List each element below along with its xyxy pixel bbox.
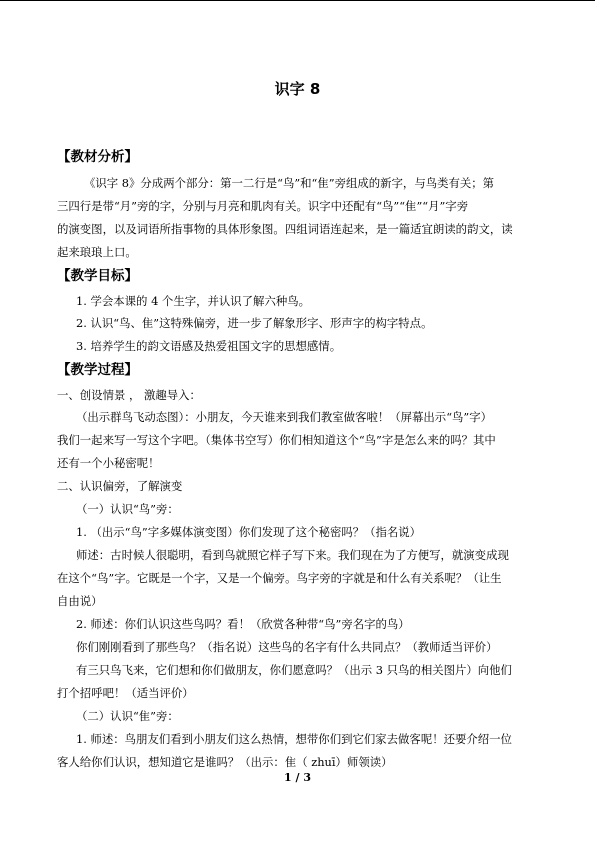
list-item: 3. 培养学生的韵文语感及热爱祖国文字的思想感情。 [76, 339, 342, 353]
paragraph-line: 客人给你们认识，想知道它是谁吗？（出示：隹（ zhuī）师领读） [57, 755, 393, 769]
section-heading-process: 【教学过程】 [57, 362, 138, 378]
paragraph-line: 《识字 8》分成两个部分：第一二行是“鸟”和“隹”旁组成的新字，与鸟类有关；第 [84, 176, 495, 190]
paragraph-line: （出示群鸟飞动态图）：小朋友，今天谁来到我们教室做客啦！（屏幕出示“鸟”字） [76, 410, 493, 424]
section-heading-goals: 【教学目标】 [57, 268, 138, 284]
paragraph-line: 一、创设情景 ， 激趣导入： [57, 388, 201, 402]
section-heading-analysis: 【教材分析】 [57, 149, 138, 165]
paragraph-line: 自由说） [57, 594, 103, 608]
paragraph-line: 还有一个小秘密呢！ [57, 456, 160, 470]
paragraph-line: 1. （出示“鸟”字多媒体演变图）你们发现了这个秘密吗？（指名说） [76, 525, 422, 539]
paragraph-line: （一）认识“鸟”旁： [76, 502, 179, 516]
page-top-rule [0, 0, 595, 1]
paragraph-line: 在这个“鸟”字。它既是一个字，又是一个偏旁。鸟字旁的字就是和什么有关系呢？（让生 [57, 571, 502, 585]
paragraph-line: 打个招呼吧！（适当评价） [57, 686, 194, 700]
paragraph-line: 师述：古时候人很聪明，看到鸟就照它样子写下来。我们现在为了方便写，就演变成现 [76, 548, 509, 562]
paragraph-line: 有三只鸟飞来，它们想和你们做朋友，你们愿意吗？（出示 3 只鸟的相关图片）向他们 [76, 663, 512, 677]
paragraph-line: 二、认识偏旁，了解演变 [57, 479, 183, 493]
paragraph-line: 我们一起来写一写这个字吧。（集体书空写）你们相知道这个“鸟”字是怎么来的吗？其中 [57, 433, 496, 447]
paragraph-line: 2. 师述：你们认识这些鸟吗？看！（欣赏各种带“鸟”旁名字的鸟） [76, 617, 410, 631]
paragraph-line: 1. 师述：鸟朋友们看到小朋友们这么热情，想带你们到它们家去做客呢！还要介绍一位 [76, 732, 512, 746]
paragraph-line: 你们刚刚看到了那些鸟？（指名说）这些鸟的名字有什么共同点？（教师适当评价） [76, 640, 498, 654]
page-title: 识字 8 [274, 80, 321, 98]
paragraph-line: （二）认识“隹”旁： [76, 709, 179, 723]
list-item: 2. 认识“鸟、隹”这特殊偏旁，进一步了解象形字、形声字的构字特点。 [76, 316, 433, 330]
page-number: 1 / 3 [284, 771, 311, 784]
list-item: 1. 学会本课的 4 个生字，并认识了解六种鸟。 [76, 294, 311, 308]
paragraph-line: 起来琅琅上口。 [57, 245, 137, 259]
paragraph-line: 三四行是带“月”旁的字，分别与月亮和肌肉有关。识字中还配有“鸟”“隹”“月”字旁 [57, 199, 469, 213]
paragraph-line: 的演变图，以及词语所指事物的具体形象图。四组词语连起来，是一篇适宜朗读的韵文，读 [57, 222, 513, 236]
